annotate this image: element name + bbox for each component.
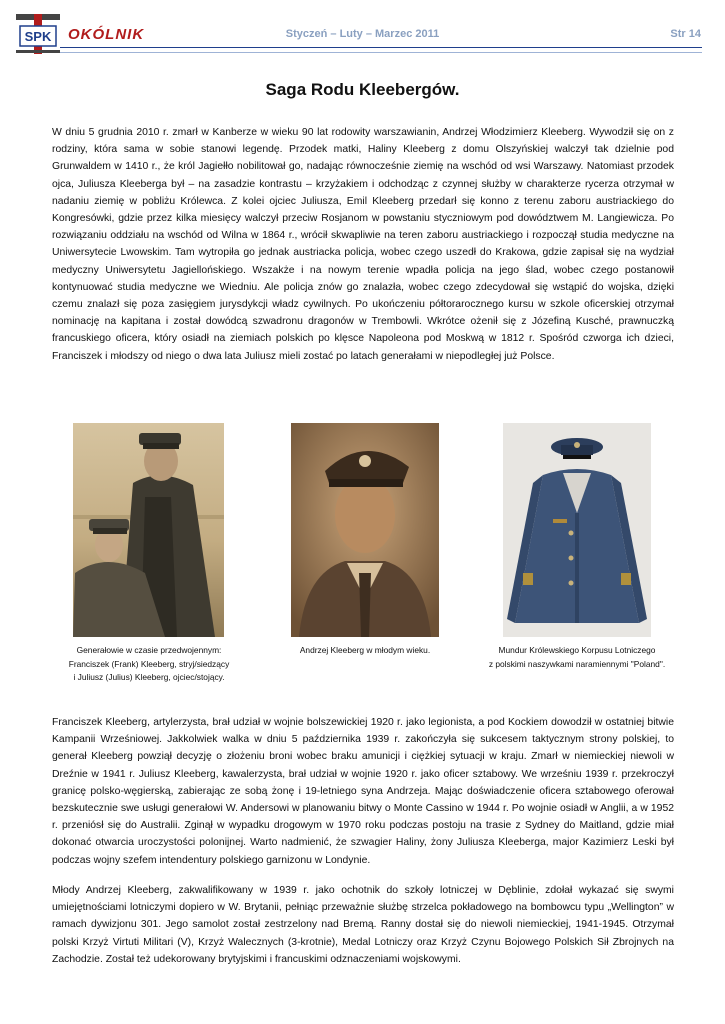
caption-line: Generałowie w czasie przedwojennym: [76, 645, 222, 655]
page-header [0, 0, 725, 60]
uniform-photo [503, 423, 651, 637]
caption-line: Franciszek (Frank) Kleeberg, stryj/siedzący [68, 658, 230, 669]
page-number: Str 14 [670, 28, 701, 40]
paragraph: W dniu 5 grudnia 2010 r. zmarł w Kanberze w wieku 90 lat rodowity warszawianin, Andrzej Włodzimierz Kleeberg. Wywodził się on z rodziny, która sama w sobie stanowi legendę. Przodek matki, Haliny Kleeberg z domu Olszyńskiej walczył tak dzielnie pod Grunwaldem w 1410 r., że król Jagiełło nobilitował go, nadając równocześnie ziemię na wschód od wsi Warszawy. Natomiast przodek ojca, Juliusza Kleeberga był – na zasadzie kontrastu – krzyżakiem i odchodząc z czynnej służby w charakterze rycerza otrzymał w nadaniu ziemię w pobliżu Królewca. Z kolei ojciec Juliusza, Emil Kleeberg przedarł się konno z terenu zaboru austriackiego do Kongresówki, gdzie przez kilka miesięcy walczył przeciw Rosjanom w powstaniu styczniowym pod dowództwem M. Langiewicza. Po rozwiązaniu oddziału na wschód od Wilna w 1864 r., wrócił skwapliwie na teren zaboru austriackiego i rozpoczął studia medyczne na Uniwersytecie Lwowskim. Tam wytropiła go jednak austriacka policja, wobec czego uszedł do Krakowa, gdzie zapisał się na wydział medyczny Uniwersytetu Jagiellońskiego. Wszakże i na nowym terenie wpadła policja na jego ślad, wobec czego postanowił kontynuować studia medyczne we Wiedniu. Ale policja znów go znalazła, wobec czego zdecydował się wstąpić do wojska, dzięki czemu znalazł się poza zasięgiem jurysdykcji władz cywilnych. Po ukończeniu półtorarocznego kursu w szkole oficerskiej otrzymał nominację na kapitana i został dowódcą szwadronu dragonów w Trembowli. Wkrótce ożenił się z Józefiną Kusché, prawnuczką francuskiego oficera, który osiadł na ziemiach polskich po klęsce Napoleona pod Moskwą w 1812 r. Spośród czworga ich dzieci, Franciszek i młodszy od niego o dwa lata Juliusz mieli zostać po latach generałami w niepodległej już Polsce. [52, 127, 674, 362]
portrait-caption [280, 644, 450, 658]
paragraph: Franciszek Kleeberg, artylerzysta, brał udział w wojnie bolszewickiej 1920 r. jako legionista, a pod Kockiem dowodził w ostatniej bitwie Kampanii Wrześniowej. Jakkolwiek walka w dniu 5 października 1939 r. zakończyła się sukcesem taktycznym strony polskiej, to generał Kleeberg powziął decyzję o złożeniu broni wobec braku amunicji i ciężkiej sytuacji w kraju. Zmarł w niemieckiej niewoli w Dreźnie w 1941 r. Juliusz Kleeberg, kawalerzysta, brał udział w wojnie 1920 r. jako oficer sztabowy. We wrześniu 1939 r. przekroczył granicę polsko-węgierską, zabierając ze sobą żonę i 19-letniego syna Andrzeja. Mając doświadczenie oficera sztabowego oferował bezskutecznie swe usługi generałowi W. Andersowi w planowaniu bitwy o Monte Cassino w 1944 r. Po wojnie osiadł w Anglii, a w 1952 r. przeniósł się do Australii. Zginął w wypadku drogowym w 1970 roku podczas postoju na trasie z Sydney do Maitland, gdzie miał dokonać otwarcia uroczystości polonijnej. Warto nadmienić, że szwagier Haliny, żony Juliusza Kleeberga, major Kazimierz Leski był podczas wojny szefem intendentury polskiego garnizonu w Londynie. [52, 717, 674, 866]
generals-caption [56, 644, 242, 685]
newsletter-brand: OKÓLNIK [68, 26, 145, 43]
caption-line: z polskimi naszywkami naramiennymi "Poland". [488, 658, 666, 669]
caption-line: Andrzej Kleeberg w młodym wieku. [299, 645, 431, 655]
caption-line: Mundur Królewskiego Korpusu Lotniczego [498, 645, 656, 655]
header-rule-thin [60, 52, 702, 53]
uniform-caption [468, 644, 686, 671]
paragraph: Młody Andrzej Kleeberg, zakwalifikowany w 1939 r. jako ochotnik do szkoły lotniczej w Dęblinie, zdołał wykazać się swymi umiejętnościami lotniczymi dopiero w W. Brytanii, pełniąc przeważnie służbę strzelca pokładowego na bombowcu typu „Wellington” w ramach dywizjonu 301. Jego samolot został zestrzelony nad Bremą. Ranny dostał się do niewoli niemieckiej, 1941-1945. Otrzymał polski Krzyż Virtuti Militari (V), Krzyż Walecznych (3-krotnie), Medal Lotniczy oraz Krzyż Czynu Bojowego Polskich Sił Zbrojnych na Zachodzie. Został też udekorowany brytyjskimi i francuskimi odznaczeniami wojskowymi. [52, 885, 674, 965]
caption-line: i Juliusz (Julius) Kleeberg, ojciec/stojący. [73, 672, 225, 683]
generals-photo [73, 423, 224, 637]
portrait-photo [291, 423, 439, 637]
header-rule [60, 47, 702, 48]
logo-text: SPK [24, 29, 52, 44]
issue-date: Styczeń – Luty – Marzec 2011 [285, 28, 440, 40]
article-title: Saga Rodu Kleebergów. [265, 80, 460, 99]
